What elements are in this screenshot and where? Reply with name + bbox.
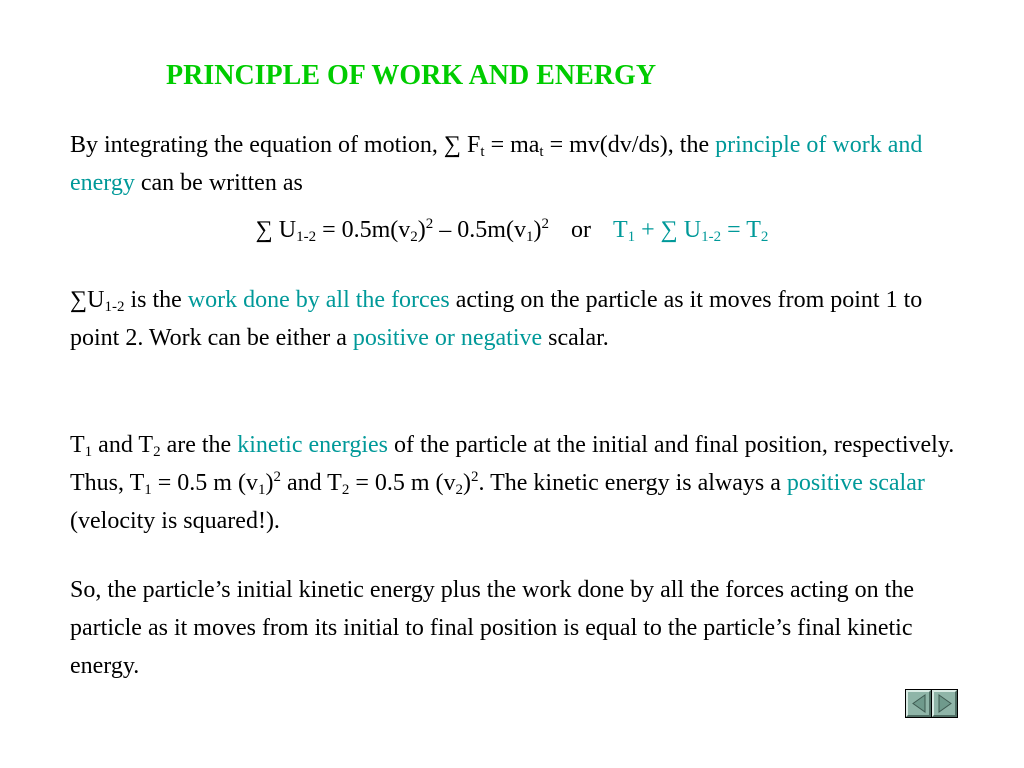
intro-paragraph: By integrating the equation of motion, ∑ $F_t = ma_t = mv(dv/ds)$, the principle of work and energy can be written as — [70, 132, 923, 196]
highlight-principle: principle of work and energy — [70, 132, 923, 196]
equation-alt-form: $T_1$ + ∑ $U_{1-2} = T_2$ — [612, 217, 769, 245]
work-paragraph: $\sum U_{1-2}$ is the work done by all the forces acting on the particle as it moves from point 1 to point 2. Work can be either a positive or negative scalar. — [70, 287, 923, 351]
highlight-positive-scalar: positive scalar — [786, 470, 925, 496]
or-label: or — [570, 217, 591, 243]
next-slide-button[interactable] — [932, 690, 957, 717]
highlight-work-done: work done by all the forces — [187, 287, 450, 313]
highlight-positive-negative: positive or negative — [352, 325, 543, 351]
work-energy-equation: ∑ $U_{1-2} = 0.5m(v_2)^2 - 0.5m(v_1)^2$ or $T_1$ + ∑ $U_{1-2} = T_2$ — [255, 216, 769, 245]
triangle-right-icon — [937, 694, 953, 713]
slide-navigation — [905, 689, 958, 718]
kinetic-energy-paragraph: $T_1$ and $T_2$ are the kinetic energies of the particle at the initial and final position, respectively. Thus, $T_1 = 0.5$ m $(v_1)^2$ and $T_2 = 0.5$ m $(v_2)^2$. The kinetic energy is always a positive scalar (velocity is squared!). — [70, 432, 955, 534]
previous-slide-button[interactable] — [906, 690, 931, 717]
page-title: PRINCIPLE OF WORK AND ENERGY — [166, 60, 657, 91]
highlight-kinetic-energies: kinetic energies — [237, 432, 389, 458]
triangle-left-icon — [911, 694, 927, 713]
conclusion-paragraph: So, the particle’s initial kinetic energy plus the work done by all the forces acting on the particle as it moves from its initial to final position is equal to the particle’s final kinetic energy. — [70, 577, 914, 679]
